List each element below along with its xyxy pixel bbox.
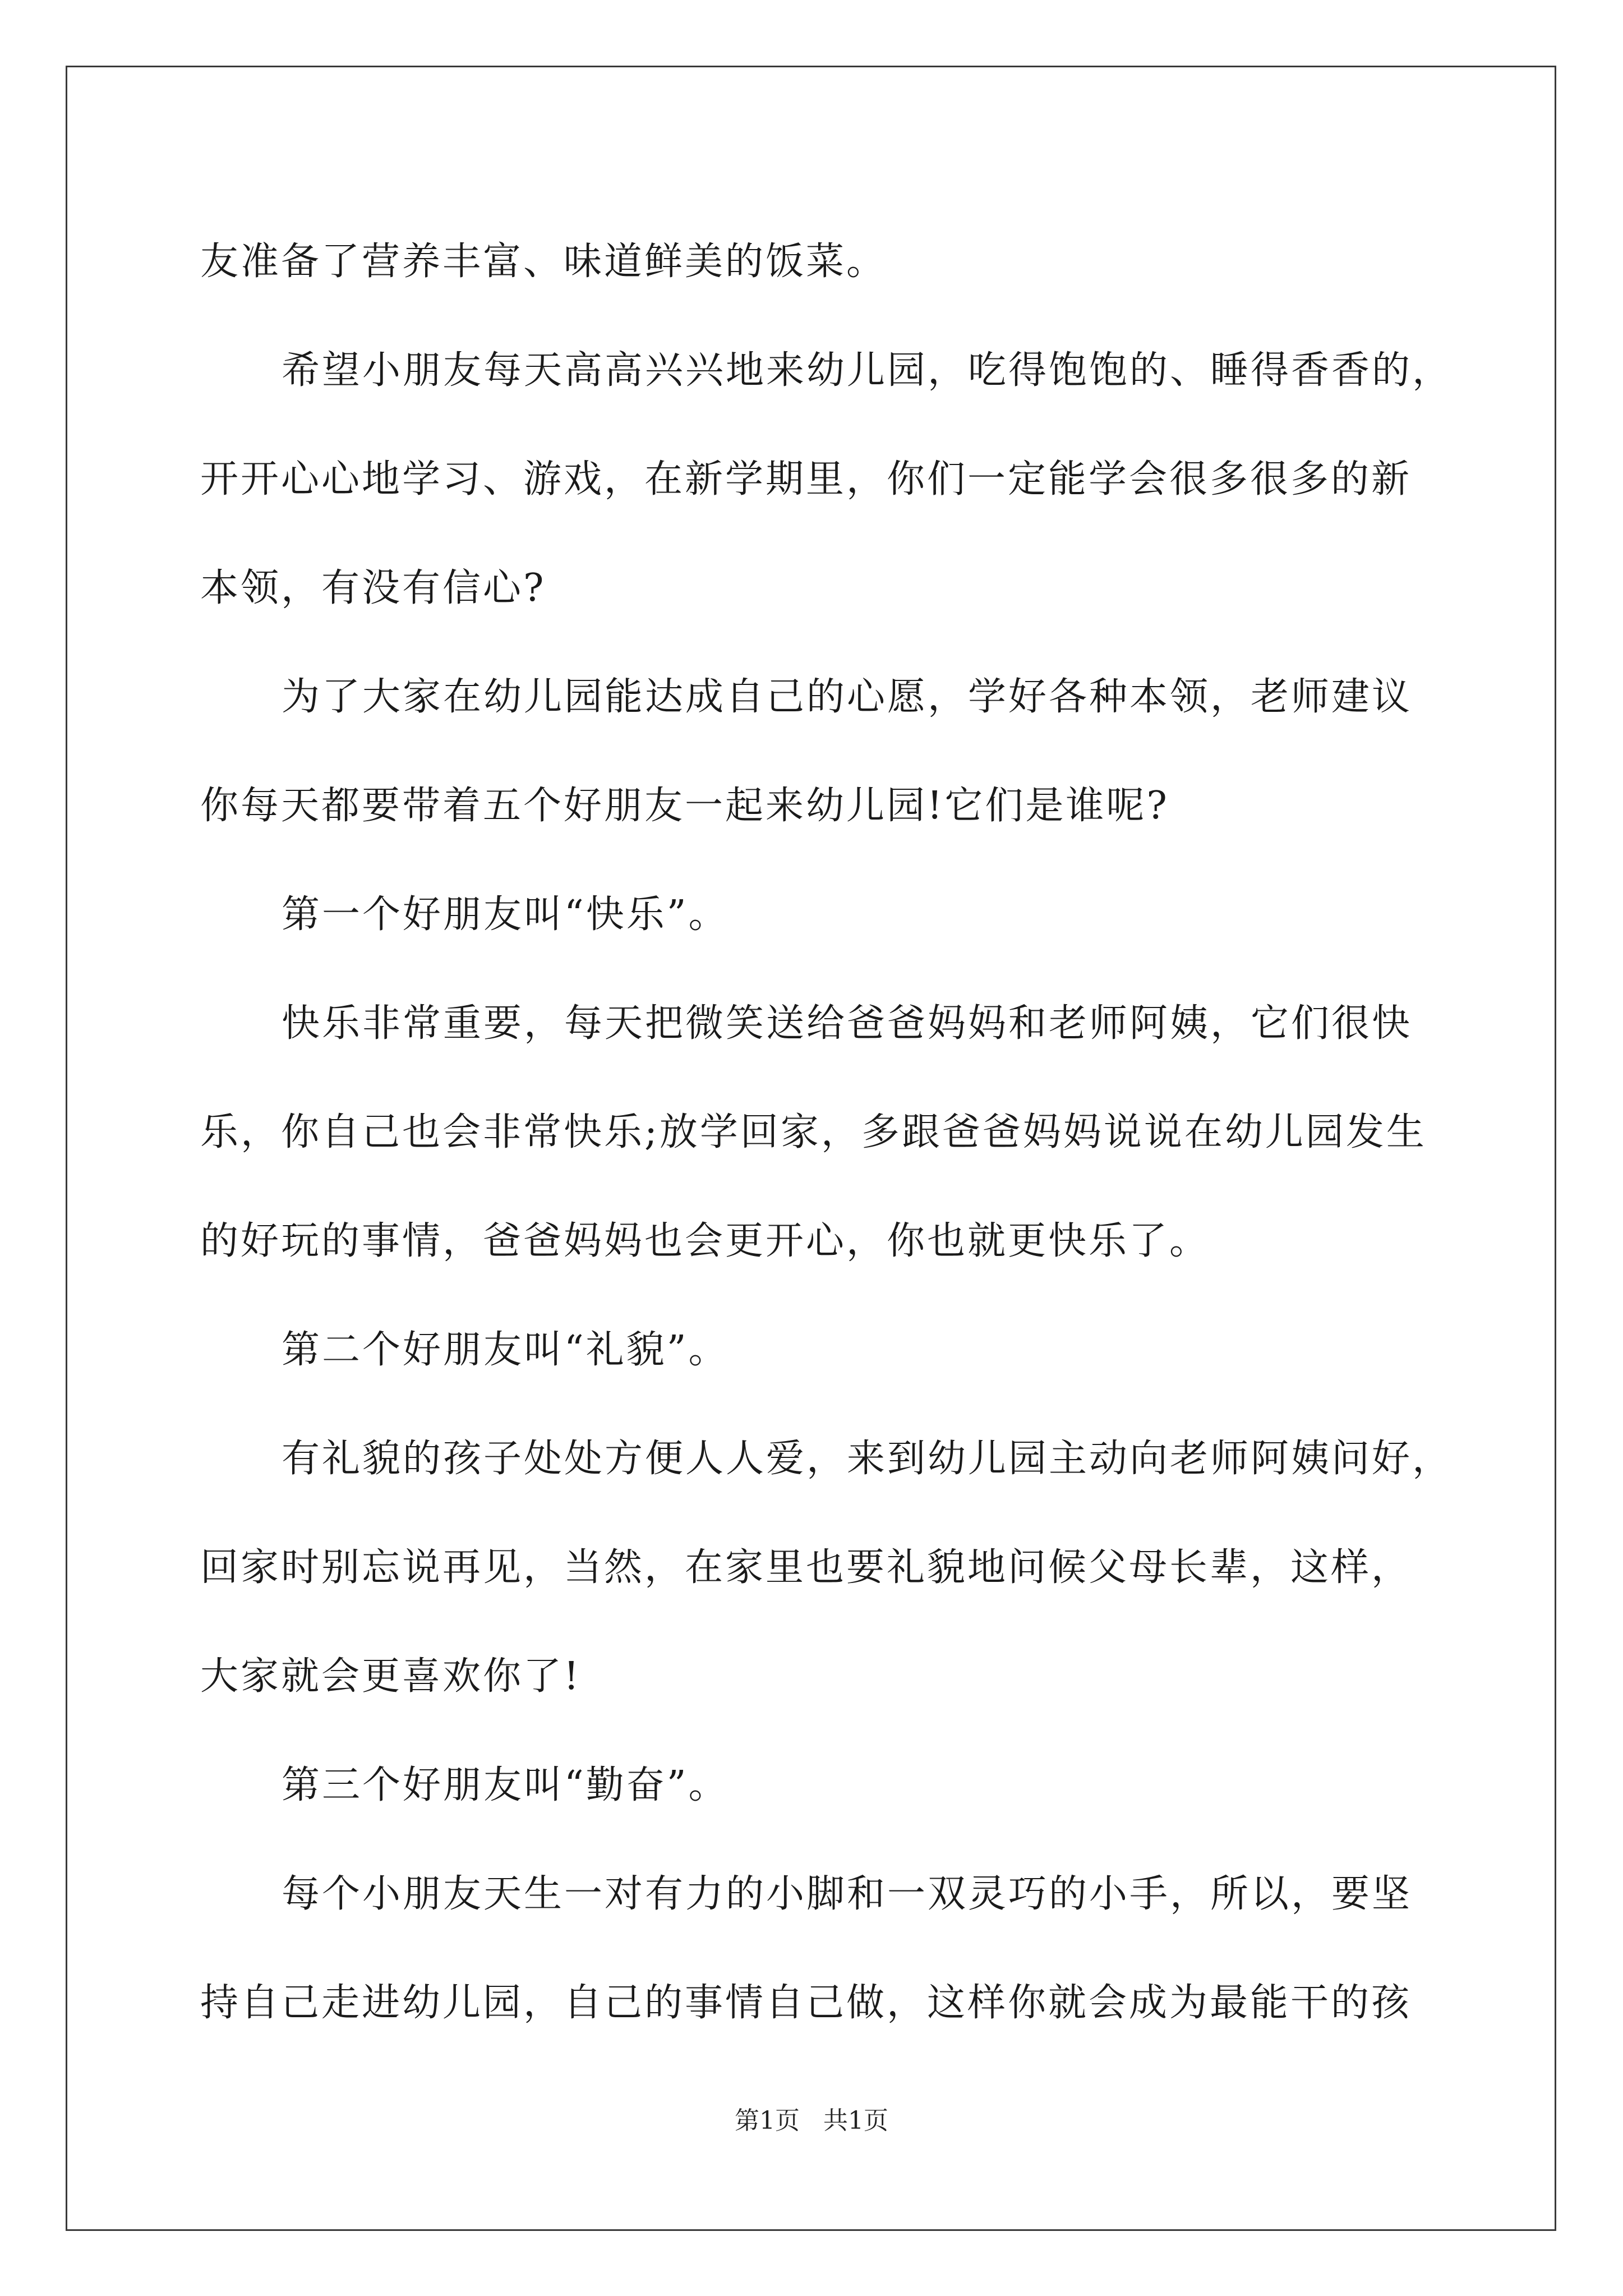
text-line: 持自己走进幼儿园，自己的事情自己做，这样你就会成为最能干的孩	[200, 1981, 1412, 2025]
paragraph-line: 每个小朋友天生一对有力的小脚和一双灵巧的小手，所以，要坚	[282, 1872, 1413, 1916]
paragraph-line: 第三个好朋友叫“勤奋”。	[282, 1763, 729, 1807]
page-number-footer: 第1页 共1页	[735, 2106, 888, 2135]
text-line: 你每天都要带着五个好朋友一起来幼儿园!它们是谁呢?	[200, 784, 1169, 828]
text-line: 友准备了营养丰富、味道鲜美的饭菜。	[200, 240, 887, 284]
document-body	[200, 208, 1453, 2058]
text-line: 开开心心地学习、游戏，在新学期里，你们一定能学会很多很多的新	[200, 457, 1412, 501]
paragraph-line: 第二个好朋友叫“礼貌”。	[282, 1328, 729, 1372]
paragraph-line: 希望小朋友每天高高兴兴地来幼儿园，吃得饱饱的、睡得香香的，	[282, 348, 1453, 393]
paragraph-line: 快乐非常重要，每天把微笑送给爸爸妈妈和老师阿姨，它们很快	[282, 1001, 1413, 1046]
text-line: 的好玩的事情，爸爸妈妈也会更开心，你也就更快乐了。	[200, 1219, 1210, 1263]
text-line: 本领，有没有信心?	[200, 566, 546, 610]
paragraph-line: 为了大家在幼儿园能达成自己的心愿，学好各种本领，老师建议	[282, 675, 1413, 719]
text-line: 乐，你自己也会非常快乐;放学回家，多跟爸爸妈妈说说在幼儿园发生	[200, 1110, 1427, 1154]
text-line: 大家就会更喜欢你了!	[200, 1654, 582, 1699]
paragraph-line: 第一个好朋友叫“快乐”。	[282, 892, 729, 937]
paragraph-line: 有礼貌的孩子处处方便人人爱，来到幼儿园主动向老师阿姨问好，	[282, 1437, 1453, 1481]
text-line: 回家时别忘说再见，当然，在家里也要礼貌地问候父母长辈，这样，	[200, 1545, 1412, 1590]
